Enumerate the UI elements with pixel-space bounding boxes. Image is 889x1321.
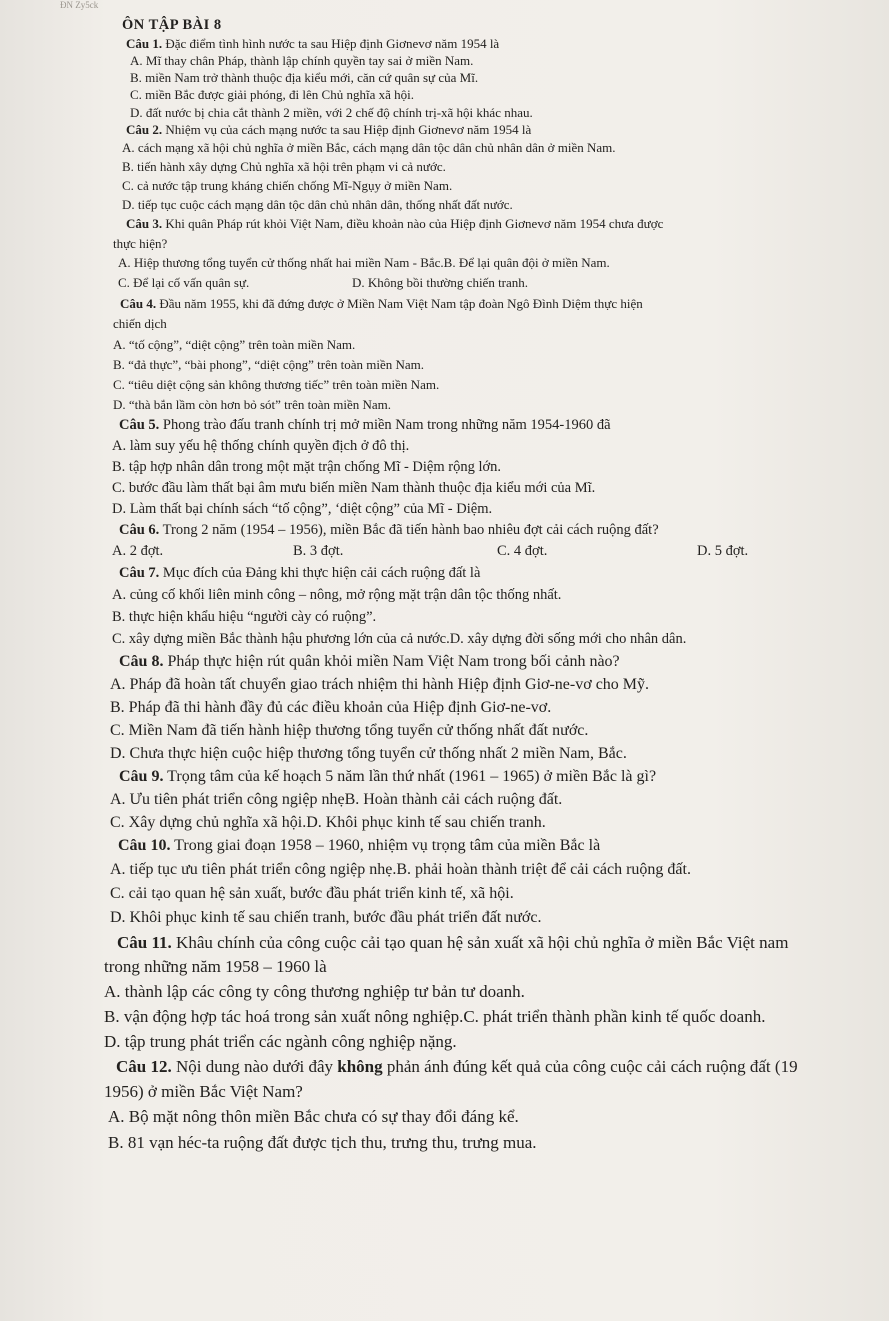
question-2: Câu 2. Nhiệm vụ của cách mạng nước ta sau Hiệp định Giơnevơ năm 1954 là [126,122,532,137]
q11-option-bc: B. vận động hợp tác hoá trong sản xuất nông nghiệp.C. phát triển thành phần kinh tế quốc doanh. [104,1007,766,1026]
question-1: Câu 1. Đặc điểm tình hình nước ta sau Hiệp định Giơnevơ năm 1954 là [126,36,500,51]
q9-option-ab: A. Ưu tiên phát triển công ngiệp nhẹB. Hoàn thành cải cách ruộng đất. [110,791,563,808]
q8-option-c: C. Miền Nam đã tiến hành hiệp thương tổng tuyển cử thống nhất đất nước. [110,722,589,739]
q4-option-c: C. “tiêu diệt cộng sản không thương tiếc” trên toàn miền Nam. [113,377,440,392]
question-11-cont: trong những năm 1958 – 1960 là [104,957,327,976]
q9-option-cd: C. Xây dựng chủ nghĩa xã hội.D. Khôi phục kinh tế sau chiến tranh. [110,814,546,831]
q4-option-a: A. “tố cộng”, “diệt cộng” trên toàn miền Nam. [113,337,356,352]
q6-option-c: C. 4 đợt. [497,543,548,559]
q5-option-c: C. bước đầu làm thất bại âm mưu biến miền Nam thành thuộc địa kiểu mới của Mĩ. [112,480,596,496]
corner-note: ĐN Zy5ck [60,0,99,10]
q2-option-a: A. cách mạng xã hội chủ nghĩa ở miền Bắc, cách mạng dân tộc dân chủ nhân dân ở miền Nam. [122,140,616,155]
q5-option-a: A. làm suy yếu hệ thống chính quyền địch ở đô thị. [112,438,410,454]
q1-option-b: B. miền Nam trở thành thuộc địa kiểu mới, căn cứ quân sự của Mĩ. [130,70,479,85]
question-12: Câu 12. Nội dung nào dưới đây không phản ánh đúng kết quả của công cuộc cải cách ruộng đất (19 [116,1057,798,1076]
q4-option-d: D. “thà bắn lầm còn hơn bỏ sót” trên toàn miền Nam. [113,397,391,412]
q3-option-ab: A. Hiệp thương tổng tuyển cử thống nhất hai miền Nam - Bắc.B. Để lại quân đội ở miền Nam. [118,255,610,270]
q6-option-a: A. 2 đợt. [112,543,164,559]
q10-option-d: D. Khôi phục kinh tế sau chiến tranh, bước đầu phát triển đất nước. [110,909,542,926]
q5-option-d: D. Làm thất bại chính sách “tố cộng”, ‘diệt cộng” của Mĩ - Diệm. [112,501,493,517]
emphasis-not: không [337,1057,383,1076]
q3-option-d: D. Không bồi thường chiến tranh. [352,275,529,290]
q7-option-b: B. thực hiện khẩu hiệu “người cày có ruộng”. [112,609,377,625]
question-4-cont: chiến dịch [113,316,167,331]
q2-option-d: D. tiếp tục cuộc cách mạng dân tộc dân chủ nhân dân, thống nhất đất nước. [122,197,513,212]
page-title: ÔN TẬP BÀI 8 [122,17,222,33]
q6-option-b: B. 3 đợt. [293,543,344,559]
q1-option-c: C. miền Bắc được giải phóng, đi lên Chủ nghĩa xã hội. [130,87,414,102]
question-4: Câu 4. Đầu năm 1955, khi đã đứng được ở Miền Nam Việt Nam tập đoàn Ngô Đình Diệm thực hiện [120,296,643,311]
q4-option-b: B. “đả thực”, “bài phong”, “diệt cộng” trên toàn miền Nam. [113,357,424,372]
question-3: Câu 3. Khi quân Pháp rút khỏi Việt Nam, điều khoản nào của Hiệp định Giơnevơ năm 1954 chưa được [126,216,664,231]
q8-option-d: D. Chưa thực hiện cuộc hiệp thương tổng tuyển cử thống nhất 2 miền Nam, Bắc. [110,745,627,762]
question-11: Câu 11. Khâu chính của công cuộc cải tạo quan hệ sản xuất xã hội chủ nghĩa ở miền Bắc Việt nam [117,933,789,952]
q8-option-b: B. Pháp đã thi hành đầy đủ các điều khoản của Hiệp định Giơ-ne-vơ. [110,699,552,716]
question-6: Câu 6. Trong 2 năm (1954 – 1956), miền Bắc đã tiến hành bao nhiêu đợt cải cách ruộng đất? [119,522,659,538]
question-10: Câu 10. Trong giai đoạn 1958 – 1960, nhiệm vụ trọng tâm của miền Bắc là [118,837,601,854]
q10-option-c: C. cải tạo quan hệ sản xuất, bước đầu phát triển kinh tế, xã hội. [110,885,514,902]
q2-option-c: C. cả nước tập trung kháng chiến chống Mĩ-Ngụy ở miền Nam. [122,178,453,193]
q7-option-cd: C. xây dựng miền Bắc thành hậu phương lớn của cả nước.D. xây dựng đời sống mới cho nhân dân. [112,631,687,647]
q1-option-d: D. đất nước bị chia cắt thành 2 miền, với 2 chế độ chính trị-xã hội khác nhau. [130,105,533,120]
question-8: Câu 8. Pháp thực hiện rút quân khỏi miền Nam Việt Nam trong bối cảnh nào? [119,653,620,670]
q1-option-a: A. Mĩ thay chân Pháp, thành lập chính quyền tay sai ở miền Nam. [130,53,474,68]
q6-option-d: D. 5 đợt. [697,543,749,559]
q8-option-a: A. Pháp đã hoàn tất chuyển giao trách nhiệm thi hành Hiệp định Giơ-ne-vơ cho Mỹ. [110,676,650,693]
q12-option-a: A. Bộ mặt nông thôn miền Bắc chưa có sự thay đổi đáng kể. [108,1107,519,1126]
q10-option-ab: A. tiếp tục ưu tiên phát triển công ngiệp nhẹ.B. phải hoàn thành triệt để cải cách ruộng đất. [110,861,691,878]
q11-option-d: D. tập trung phát triển các ngành công nghiệp nặng. [104,1032,457,1051]
question-5: Câu 5. Phong trào đấu tranh chính trị mở miền Nam trong những năm 1954-1960 đã [119,417,611,433]
q2-option-b: B. tiến hành xây dựng Chủ nghĩa xã hội trên phạm vi cả nước. [122,159,446,174]
q5-option-b: B. tập hợp nhân dân trong một mặt trận chống Mĩ - Diệm rộng lớn. [112,459,502,475]
q7-option-a: A. củng cố khối liên minh công – nông, mở rộng mặt trận dân tộc thống nhất. [112,587,562,603]
question-12-cont: 1956) ở miền Bắc Việt Nam? [104,1082,303,1101]
question-9: Câu 9. Trọng tâm của kế hoạch 5 năm lần thứ nhất (1961 – 1965) ở miền Bắc là gì? [119,768,657,785]
q3-option-c: C. Để lại cố vấn quân sự. [118,275,250,290]
question-3-cont: thực hiện? [113,236,168,251]
question-7: Câu 7. Mục đích của Đảng khi thực hiện cải cách ruộng đất là [119,565,481,581]
q12-option-b: B. 81 vạn héc-ta ruộng đất được tịch thu, trưng thu, trưng mua. [108,1133,537,1152]
q11-option-a: A. thành lập các công ty công thương nghiệp tư bản tư doanh. [104,982,525,1001]
